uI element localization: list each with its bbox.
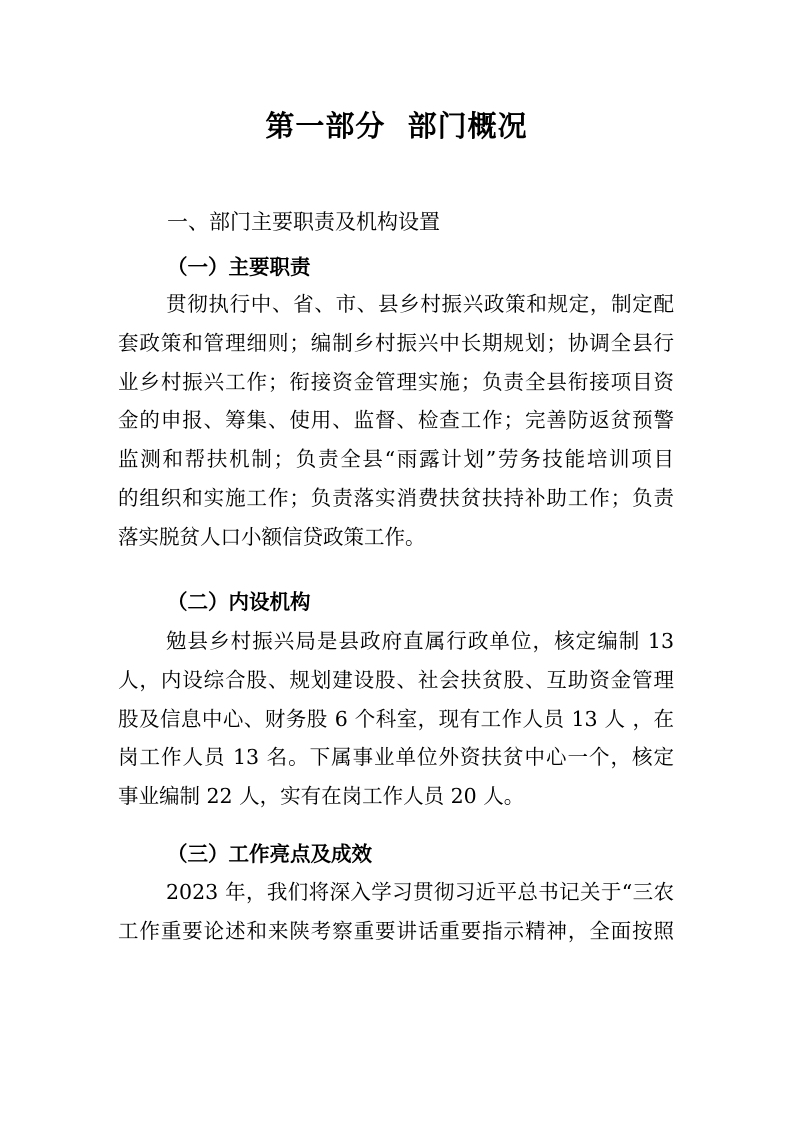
paragraph-line: 落实脱贫人口小额信贷政策工作。 <box>118 524 426 549</box>
page-title: 第一部分 部门概况 <box>265 109 528 143</box>
paragraph-line: 事业编制 22 人，实有在岗工作人员 20 人。 <box>118 784 525 809</box>
subheading-internal-structure: （二）内设机构 <box>167 590 311 614</box>
subheading-highlights-and-results: （三）工作亮点及成效 <box>167 842 372 866</box>
paragraph-line: 贯彻执行中、省、市、县乡村振兴政策和规定，制定配 <box>166 292 674 316</box>
section-heading-duties-and-structure: 一、部门主要职责及机构设置 <box>167 210 440 234</box>
paragraph-line: 金的申报、筹集、使用、监督、检查工作；完善防返贫预警 <box>118 408 674 433</box>
paragraph-line: 业乡村振兴工作；衔接资金管理实施；负责全县衔接项目资 <box>118 369 674 394</box>
paragraph-line: 套政策和管理细则；编制乡村振兴中长期规划；协调全县行 <box>118 330 674 355</box>
subheading-main-duties: （一）主要职责 <box>167 255 311 279</box>
paragraph-line: 的组织和实施工作；负责落实消费扶贫扶持补助工作；负责 <box>118 485 674 510</box>
paragraph-line: 股及信息中心、财务股 6 个科室，现有工作人员 13 人 ，在 <box>118 706 674 731</box>
paragraph-main-duties <box>118 285 674 557</box>
paragraph-line: 勉县乡村振兴局是县政府直属行政单位，核定编制 13 <box>166 629 674 653</box>
paragraph-line: 岗工作人员 13 名。下属事业单位外资扶贫中心一个，核定 <box>118 745 674 770</box>
paragraph-line: 监测和帮扶机制；负责全县“雨露计划”劳务技能培训项目 <box>118 447 674 472</box>
paragraph-highlights <box>118 873 674 951</box>
paragraph-line: 工作重要论述和来陕考察重要讲话重要指示精神，全面按照 <box>118 918 674 943</box>
paragraph-line: 2023 年，我们将深入学习贯彻习近平总书记关于“三农 <box>166 880 674 904</box>
paragraph-line: 人，内设综合股、规划建设股、社会扶贫股、互助资金管理 <box>118 667 674 692</box>
paragraph-internal-structure <box>118 622 674 816</box>
